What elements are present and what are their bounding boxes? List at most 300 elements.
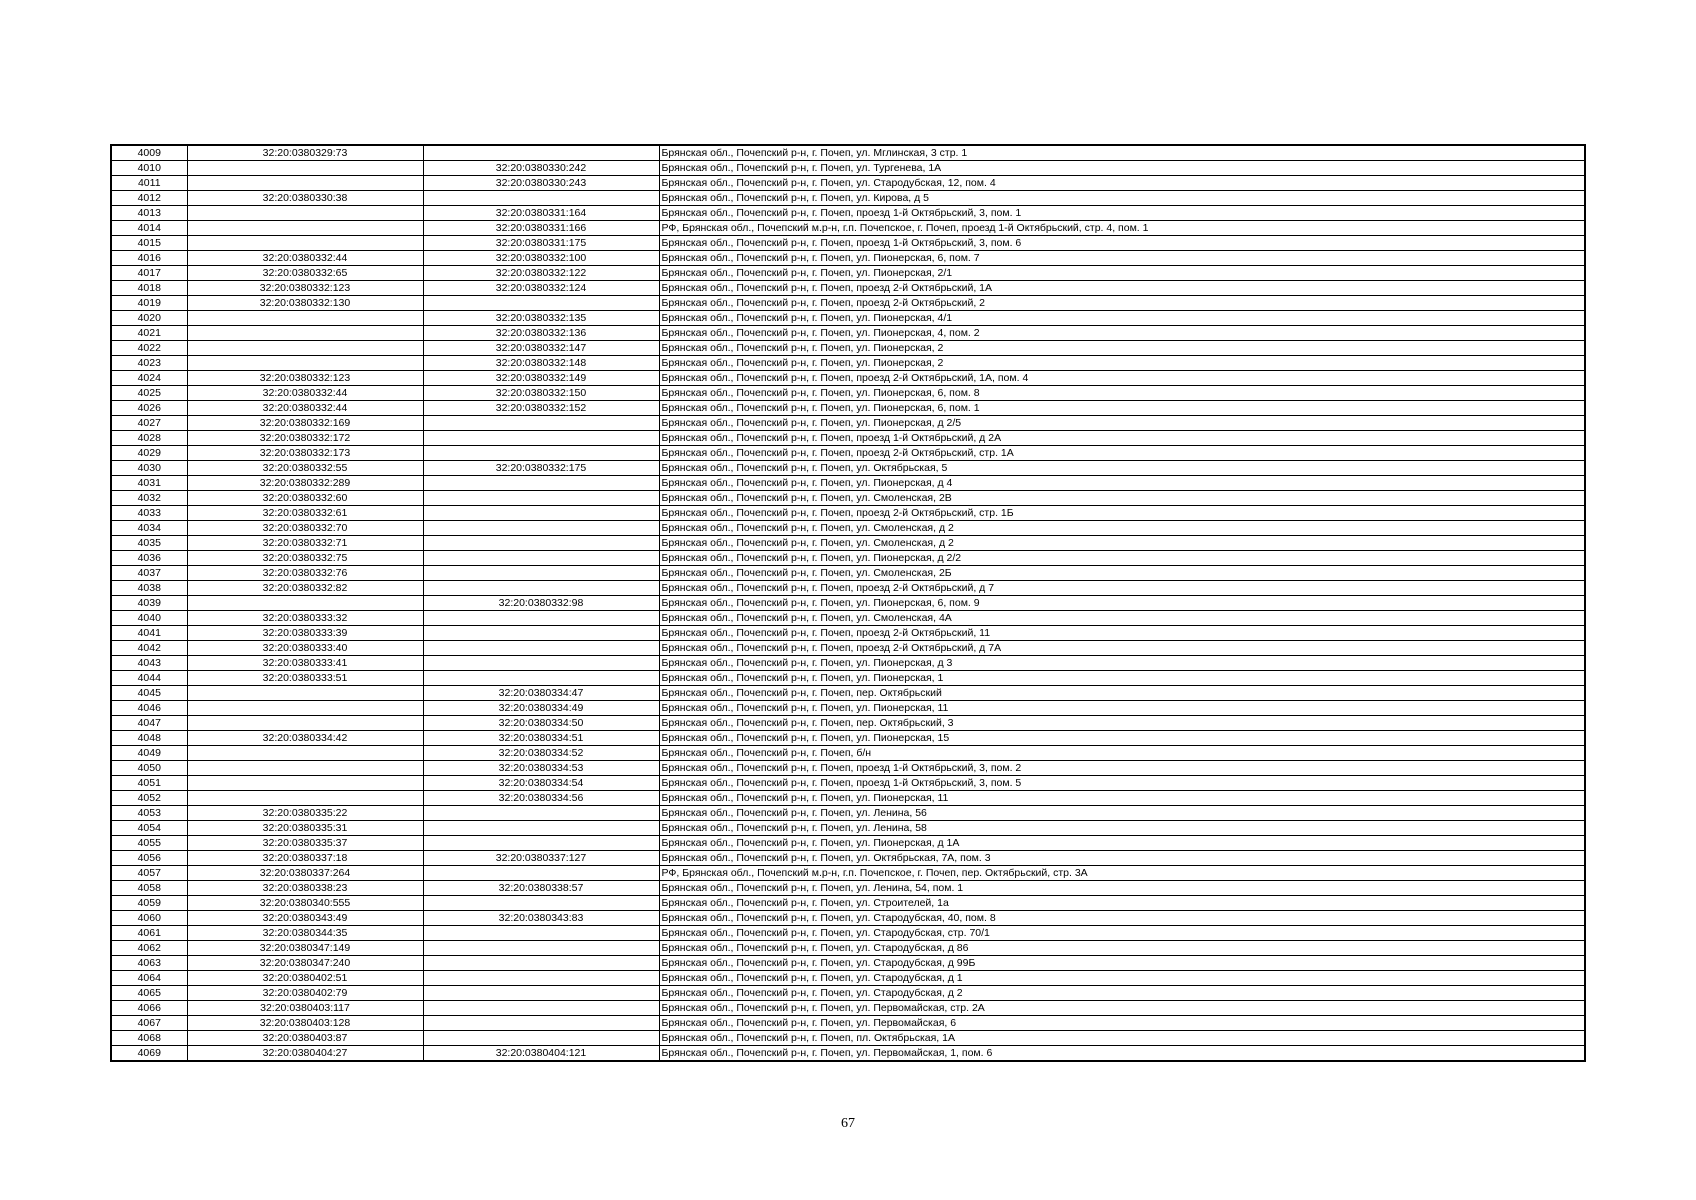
row-number-cell: 4054 (111, 821, 187, 836)
building-cadastral-number-cell: 32:20:0380337:127 (423, 851, 659, 866)
address-cell: Брянская обл., Почепский р-н, г. Почеп, ул. Стародубская, 12, пом. 4 (659, 176, 1585, 191)
table-row (111, 716, 1585, 731)
building-cadastral-number-cell: 32:20:0380334:49 (423, 701, 659, 716)
address-cell: Брянская обл., Почепский р-н, г. Почеп, пер. Октябрьский, 3 (659, 716, 1585, 731)
building-cadastral-number-cell: 32:20:0380332:100 (423, 251, 659, 266)
table-row (111, 881, 1585, 896)
land-cadastral-number-cell (187, 176, 423, 191)
building-cadastral-number-cell (423, 926, 659, 941)
table-row (111, 506, 1585, 521)
building-cadastral-number-cell: 32:20:0380330:242 (423, 161, 659, 176)
table-row (111, 536, 1585, 551)
land-cadastral-number-cell: 32:20:0380333:41 (187, 656, 423, 671)
table-row (111, 656, 1585, 671)
building-cadastral-number-cell (423, 491, 659, 506)
table-row (111, 326, 1585, 341)
address-cell: Брянская обл., Почепский р-н, г. Почеп, ул. Первомайская, 6 (659, 1016, 1585, 1031)
address-cell: Брянская обл., Почепский р-н, г. Почеп, ул. Ленина, 58 (659, 821, 1585, 836)
row-number-cell: 4052 (111, 791, 187, 806)
address-cell: Брянская обл., Почепский р-н, г. Почеп, ул. Стародубская, д 2 (659, 986, 1585, 1001)
table-row (111, 956, 1585, 971)
address-cell: Брянская обл., Почепский р-н, г. Почеп, ул. Октябрьская, 7А, пом. 3 (659, 851, 1585, 866)
building-cadastral-number-cell (423, 521, 659, 536)
land-cadastral-number-cell: 32:20:0380332:60 (187, 491, 423, 506)
address-cell: Брянская обл., Почепский р-н, г. Почеп, ул. Пионерская, 1 (659, 671, 1585, 686)
address-cell: Брянская обл., Почепский р-н, г. Почеп, ул. Стародубская, стр. 70/1 (659, 926, 1585, 941)
land-cadastral-number-cell: 32:20:0380332:75 (187, 551, 423, 566)
address-cell: Брянская обл., Почепский р-н, г. Почеп, ул. Первомайская, стр. 2А (659, 1001, 1585, 1016)
table-row (111, 686, 1585, 701)
building-cadastral-number-cell: 32:20:0380332:98 (423, 596, 659, 611)
address-cell: Брянская обл., Почепский р-н, г. Почеп, проезд 2-й Октябрьский, д 7 (659, 581, 1585, 596)
row-number-cell: 4013 (111, 206, 187, 221)
row-number-cell: 4037 (111, 566, 187, 581)
building-cadastral-number-cell: 32:20:0380332:124 (423, 281, 659, 296)
address-cell: Брянская обл., Почепский р-н, г. Почеп, ул. Строителей, 1а (659, 896, 1585, 911)
table-row (111, 1001, 1585, 1016)
land-cadastral-number-cell: 32:20:0380335:37 (187, 836, 423, 851)
address-cell: Брянская обл., Почепский р-н, г. Почеп, проезд 2-й Октябрьский, стр. 1А (659, 446, 1585, 461)
table-row (111, 896, 1585, 911)
building-cadastral-number-cell (423, 986, 659, 1001)
row-number-cell: 4049 (111, 746, 187, 761)
row-number-cell: 4056 (111, 851, 187, 866)
address-cell: Брянская обл., Почепский р-н, г. Почеп, проезд 1-й Октябрьский, 3, пом. 1 (659, 206, 1585, 221)
table-row (111, 161, 1585, 176)
building-cadastral-number-cell (423, 145, 659, 161)
building-cadastral-number-cell (423, 191, 659, 206)
building-cadastral-number-cell (423, 1001, 659, 1016)
table-row (111, 806, 1585, 821)
row-number-cell: 4046 (111, 701, 187, 716)
row-number-cell: 4064 (111, 971, 187, 986)
row-number-cell: 4009 (111, 145, 187, 161)
table-row (111, 776, 1585, 791)
address-cell: Брянская обл., Почепский р-н, г. Почеп, проезд 1-й Октябрьский, д 2А (659, 431, 1585, 446)
building-cadastral-number-cell (423, 866, 659, 881)
land-cadastral-number-cell: 32:20:0380403:117 (187, 1001, 423, 1016)
table-row (111, 731, 1585, 746)
building-cadastral-number-cell: 32:20:0380332:136 (423, 326, 659, 341)
building-cadastral-number-cell (423, 296, 659, 311)
row-number-cell: 4059 (111, 896, 187, 911)
table-row (111, 866, 1585, 881)
land-cadastral-number-cell (187, 716, 423, 731)
building-cadastral-number-cell (423, 476, 659, 491)
building-cadastral-number-cell: 32:20:0380334:51 (423, 731, 659, 746)
address-cell: Брянская обл., Почепский р-н, г. Почеп, ул. Кирова, д 5 (659, 191, 1585, 206)
row-number-cell: 4051 (111, 776, 187, 791)
land-cadastral-number-cell: 32:20:0380332:44 (187, 386, 423, 401)
land-cadastral-number-cell: 32:20:0380332:172 (187, 431, 423, 446)
row-number-cell: 4057 (111, 866, 187, 881)
row-number-cell: 4021 (111, 326, 187, 341)
building-cadastral-number-cell: 32:20:0380332:122 (423, 266, 659, 281)
address-cell: Брянская обл., Почепский р-н, г. Почеп, ул. Смоленская, д 2 (659, 536, 1585, 551)
address-cell: Брянская обл., Почепский р-н, г. Почеп, ул. Пионерская, 6, пом. 9 (659, 596, 1585, 611)
table-row (111, 446, 1585, 461)
building-cadastral-number-cell: 32:20:0380332:150 (423, 386, 659, 401)
table-row (111, 296, 1585, 311)
address-cell: Брянская обл., Почепский р-н, г. Почеп, ул. Пионерская, д 2/5 (659, 416, 1585, 431)
table-row (111, 926, 1585, 941)
land-cadastral-number-cell: 32:20:0380332:71 (187, 536, 423, 551)
table-row (111, 671, 1585, 686)
land-cadastral-number-cell (187, 776, 423, 791)
address-cell: Брянская обл., Почепский р-н, г. Почеп, ул. Пионерская, 6, пом. 7 (659, 251, 1585, 266)
row-number-cell: 4058 (111, 881, 187, 896)
land-cadastral-number-cell: 32:20:0380329:73 (187, 145, 423, 161)
row-number-cell: 4015 (111, 236, 187, 251)
table-row (111, 371, 1585, 386)
address-cell: Брянская обл., Почепский р-н, г. Почеп, проезд 2-й Октябрьский, 2 (659, 296, 1585, 311)
address-cell: Брянская обл., Почепский р-н, г. Почеп, ул. Смоленская, д 2 (659, 521, 1585, 536)
building-cadastral-number-cell: 32:20:0380331:175 (423, 236, 659, 251)
row-number-cell: 4047 (111, 716, 187, 731)
land-cadastral-number-cell: 32:20:0380332:130 (187, 296, 423, 311)
building-cadastral-number-cell (423, 566, 659, 581)
address-cell: Брянская обл., Почепский р-н, г. Почеп, ул. Пионерская, 2 (659, 356, 1585, 371)
land-cadastral-number-cell: 32:20:0380402:79 (187, 986, 423, 1001)
building-cadastral-number-cell: 32:20:0380334:47 (423, 686, 659, 701)
table-row (111, 1016, 1585, 1031)
address-cell: Брянская обл., Почепский р-н, г. Почеп, ул. Пионерская, 11 (659, 791, 1585, 806)
building-cadastral-number-cell (423, 506, 659, 521)
row-number-cell: 4024 (111, 371, 187, 386)
building-cadastral-number-cell (423, 416, 659, 431)
row-number-cell: 4045 (111, 686, 187, 701)
land-cadastral-number-cell (187, 311, 423, 326)
land-cadastral-number-cell: 32:20:0380347:149 (187, 941, 423, 956)
address-cell: РФ, Брянская обл., Почепский м.р-н, г.п. Почепское, г. Почеп, проезд 1-й Октябрьский, стр. 4, пом. 1 (659, 221, 1585, 236)
building-cadastral-number-cell: 32:20:0380334:50 (423, 716, 659, 731)
address-cell: Брянская обл., Почепский р-н, г. Почеп, ул. Смоленская, 2В (659, 491, 1585, 506)
building-cadastral-number-cell (423, 641, 659, 656)
address-cell: Брянская обл., Почепский р-н, г. Почеп, ул. Стародубская, д 1 (659, 971, 1585, 986)
building-cadastral-number-cell (423, 656, 659, 671)
building-cadastral-number-cell: 32:20:0380332:147 (423, 341, 659, 356)
table-row (111, 986, 1585, 1001)
land-cadastral-number-cell: 32:20:0380337:264 (187, 866, 423, 881)
row-number-cell: 4036 (111, 551, 187, 566)
address-cell: Брянская обл., Почепский р-н, г. Почеп, пл. Октябрьская, 1А (659, 1031, 1585, 1046)
row-number-cell: 4039 (111, 596, 187, 611)
land-cadastral-number-cell: 32:20:0380332:76 (187, 566, 423, 581)
land-cadastral-number-cell: 32:20:0380347:240 (187, 956, 423, 971)
row-number-cell: 4011 (111, 176, 187, 191)
land-cadastral-number-cell (187, 701, 423, 716)
address-cell: Брянская обл., Почепский р-н, г. Почеп, проезд 2-й Октябрьский, д 7А (659, 641, 1585, 656)
building-cadastral-number-cell: 32:20:0380334:53 (423, 761, 659, 776)
address-cell: Брянская обл., Почепский р-н, г. Почеп, пер. Октябрьский (659, 686, 1585, 701)
land-cadastral-number-cell: 32:20:0380344:35 (187, 926, 423, 941)
building-cadastral-number-cell: 32:20:0380332:148 (423, 356, 659, 371)
table-row (111, 206, 1585, 221)
building-cadastral-number-cell: 32:20:0380343:83 (423, 911, 659, 926)
table-row (111, 941, 1585, 956)
address-cell: Брянская обл., Почепский р-н, г. Почеп, ул. Пионерская, 2 (659, 341, 1585, 356)
row-number-cell: 4033 (111, 506, 187, 521)
row-number-cell: 4023 (111, 356, 187, 371)
building-cadastral-number-cell (423, 431, 659, 446)
land-cadastral-number-cell (187, 161, 423, 176)
table-row (111, 566, 1585, 581)
building-cadastral-number-cell: 32:20:0380332:175 (423, 461, 659, 476)
table-row (111, 341, 1585, 356)
building-cadastral-number-cell: 32:20:0380331:164 (423, 206, 659, 221)
address-cell: Брянская обл., Почепский р-н, г. Почеп, проезд 2-й Октябрьский, стр. 1Б (659, 506, 1585, 521)
land-cadastral-number-cell: 32:20:0380403:128 (187, 1016, 423, 1031)
row-number-cell: 4028 (111, 431, 187, 446)
row-number-cell: 4016 (111, 251, 187, 266)
row-number-cell: 4010 (111, 161, 187, 176)
address-cell: Брянская обл., Почепский р-н, г. Почеп, ул. Стародубская, 40, пом. 8 (659, 911, 1585, 926)
land-cadastral-number-cell: 32:20:0380330:38 (187, 191, 423, 206)
land-cadastral-number-cell: 32:20:0380333:51 (187, 671, 423, 686)
building-cadastral-number-cell (423, 971, 659, 986)
land-cadastral-number-cell (187, 791, 423, 806)
land-cadastral-number-cell: 32:20:0380338:23 (187, 881, 423, 896)
table-row (111, 836, 1585, 851)
table-row (111, 191, 1585, 206)
building-cadastral-number-cell: 32:20:0380334:56 (423, 791, 659, 806)
address-cell: Брянская обл., Почепский р-н, г. Почеп, ул. Стародубская, д 86 (659, 941, 1585, 956)
land-cadastral-number-cell: 32:20:0380402:51 (187, 971, 423, 986)
table-row (111, 386, 1585, 401)
address-cell: Брянская обл., Почепский р-н, г. Почеп, ул. Смоленская, 2Б (659, 566, 1585, 581)
row-number-cell: 4069 (111, 1046, 187, 1062)
land-cadastral-number-cell: 32:20:0380333:32 (187, 611, 423, 626)
building-cadastral-number-cell: 32:20:0380332:135 (423, 311, 659, 326)
land-cadastral-number-cell: 32:20:0380337:18 (187, 851, 423, 866)
land-cadastral-number-cell (187, 596, 423, 611)
building-cadastral-number-cell (423, 941, 659, 956)
row-number-cell: 4041 (111, 626, 187, 641)
row-number-cell: 4055 (111, 836, 187, 851)
address-cell: Брянская обл., Почепский р-н, г. Почеп, б/н (659, 746, 1585, 761)
land-cadastral-number-cell: 32:20:0380334:42 (187, 731, 423, 746)
land-cadastral-number-cell: 32:20:0380332:70 (187, 521, 423, 536)
address-cell: Брянская обл., Почепский р-н, г. Почеп, ул. Мглинская, 3 стр. 1 (659, 145, 1585, 161)
land-cadastral-number-cell: 32:20:0380335:31 (187, 821, 423, 836)
row-number-cell: 4032 (111, 491, 187, 506)
row-number-cell: 4042 (111, 641, 187, 656)
row-number-cell: 4067 (111, 1016, 187, 1031)
land-cadastral-number-cell: 32:20:0380332:55 (187, 461, 423, 476)
table-row (111, 431, 1585, 446)
land-cadastral-number-cell (187, 761, 423, 776)
building-cadastral-number-cell: 32:20:0380330:243 (423, 176, 659, 191)
row-number-cell: 4050 (111, 761, 187, 776)
land-cadastral-number-cell (187, 746, 423, 761)
land-cadastral-number-cell: 32:20:0380332:65 (187, 266, 423, 281)
row-number-cell: 4019 (111, 296, 187, 311)
row-number-cell: 4038 (111, 581, 187, 596)
address-cell: Брянская обл., Почепский р-н, г. Почеп, проезд 1-й Октябрьский, 3, пом. 5 (659, 776, 1585, 791)
land-cadastral-number-cell: 32:20:0380332:123 (187, 371, 423, 386)
land-cadastral-number-cell: 32:20:0380333:39 (187, 626, 423, 641)
table-row (111, 791, 1585, 806)
land-cadastral-number-cell (187, 356, 423, 371)
address-cell: Брянская обл., Почепский р-н, г. Почеп, ул. Пионерская, д 2/2 (659, 551, 1585, 566)
row-number-cell: 4030 (111, 461, 187, 476)
table-row (111, 851, 1585, 866)
land-cadastral-number-cell: 32:20:0380332:61 (187, 506, 423, 521)
building-cadastral-number-cell (423, 806, 659, 821)
row-number-cell: 4066 (111, 1001, 187, 1016)
table-row (111, 641, 1585, 656)
land-cadastral-number-cell: 32:20:0380332:289 (187, 476, 423, 491)
building-cadastral-number-cell (423, 896, 659, 911)
row-number-cell: 4048 (111, 731, 187, 746)
building-cadastral-number-cell: 32:20:0380332:152 (423, 401, 659, 416)
row-number-cell: 4031 (111, 476, 187, 491)
table-row (111, 221, 1585, 236)
land-cadastral-number-cell: 32:20:0380332:123 (187, 281, 423, 296)
address-cell: Брянская обл., Почепский р-н, г. Почеп, ул. Пионерская, д 4 (659, 476, 1585, 491)
row-number-cell: 4027 (111, 416, 187, 431)
row-number-cell: 4040 (111, 611, 187, 626)
row-number-cell: 4034 (111, 521, 187, 536)
land-cadastral-number-cell: 32:20:0380403:87 (187, 1031, 423, 1046)
row-number-cell: 4035 (111, 536, 187, 551)
row-number-cell: 4053 (111, 806, 187, 821)
row-number-cell: 4062 (111, 941, 187, 956)
building-cadastral-number-cell: 32:20:0380404:121 (423, 1046, 659, 1062)
building-cadastral-number-cell (423, 626, 659, 641)
row-number-cell: 4025 (111, 386, 187, 401)
address-cell: РФ, Брянская обл., Почепский м.р-н, г.п. Почепское, г. Почеп, пер. Октябрьский, стр. 3А (659, 866, 1585, 881)
building-cadastral-number-cell (423, 446, 659, 461)
table-row (111, 461, 1585, 476)
address-cell: Брянская обл., Почепский р-н, г. Почеп, проезд 2-й Октябрьский, 1А, пом. 4 (659, 371, 1585, 386)
land-cadastral-number-cell: 32:20:0380340:555 (187, 896, 423, 911)
building-cadastral-number-cell: 32:20:0380334:52 (423, 746, 659, 761)
table-row (111, 596, 1585, 611)
address-cell: Брянская обл., Почепский р-н, г. Почеп, ул. Ленина, 56 (659, 806, 1585, 821)
land-cadastral-number-cell: 32:20:0380343:49 (187, 911, 423, 926)
building-cadastral-number-cell (423, 836, 659, 851)
building-cadastral-number-cell: 32:20:0380334:54 (423, 776, 659, 791)
address-cell: Брянская обл., Почепский р-н, г. Почеп, ул. Пионерская, 4/1 (659, 311, 1585, 326)
building-cadastral-number-cell: 32:20:0380332:149 (423, 371, 659, 386)
table-row (111, 746, 1585, 761)
row-number-cell: 4043 (111, 656, 187, 671)
row-number-cell: 4044 (111, 671, 187, 686)
building-cadastral-number-cell (423, 956, 659, 971)
land-cadastral-number-cell: 32:20:0380332:44 (187, 401, 423, 416)
row-number-cell: 4068 (111, 1031, 187, 1046)
address-cell: Брянская обл., Почепский р-н, г. Почеп, ул. Пионерская, д 3 (659, 656, 1585, 671)
address-cell: Брянская обл., Почепский р-н, г. Почеп, ул. Стародубская, д 99Б (659, 956, 1585, 971)
row-number-cell: 4020 (111, 311, 187, 326)
land-cadastral-number-cell: 32:20:0380333:40 (187, 641, 423, 656)
land-cadastral-number-cell: 32:20:0380332:169 (187, 416, 423, 431)
page-number: 67 (841, 1116, 855, 1131)
land-cadastral-number-cell: 32:20:0380404:27 (187, 1046, 423, 1062)
property-table (110, 144, 1586, 1062)
table-row (111, 476, 1585, 491)
table-row (111, 416, 1585, 431)
table-row (111, 911, 1585, 926)
address-cell: Брянская обл., Почепский р-н, г. Почеп, ул. Смоленская, 4А (659, 611, 1585, 626)
address-cell: Брянская обл., Почепский р-н, г. Почеп, ул. Пионерская, 6, пом. 1 (659, 401, 1585, 416)
land-cadastral-number-cell (187, 686, 423, 701)
row-number-cell: 4029 (111, 446, 187, 461)
table-row (111, 311, 1585, 326)
address-cell: Брянская обл., Почепский р-н, г. Почеп, ул. Пионерская, 15 (659, 731, 1585, 746)
building-cadastral-number-cell (423, 611, 659, 626)
building-cadastral-number-cell (423, 1016, 659, 1031)
table-row (111, 145, 1585, 161)
land-cadastral-number-cell (187, 206, 423, 221)
table-row (111, 356, 1585, 371)
address-cell: Брянская обл., Почепский р-н, г. Почеп, проезд 1-й Октябрьский, 3, пом. 6 (659, 236, 1585, 251)
address-cell: Брянская обл., Почепский р-н, г. Почеп, ул. Первомайская, 1, пом. 6 (659, 1046, 1585, 1062)
land-cadastral-number-cell: 32:20:0380332:173 (187, 446, 423, 461)
row-number-cell: 4060 (111, 911, 187, 926)
address-cell: Брянская обл., Почепский р-н, г. Почеп, проезд 2-й Октябрьский, 1А (659, 281, 1585, 296)
land-cadastral-number-cell (187, 236, 423, 251)
row-number-cell: 4012 (111, 191, 187, 206)
table-row (111, 176, 1585, 191)
address-cell: Брянская обл., Почепский р-н, г. Почеп, ул. Пионерская, 4, пом. 2 (659, 326, 1585, 341)
building-cadastral-number-cell: 32:20:0380331:166 (423, 221, 659, 236)
building-cadastral-number-cell (423, 671, 659, 686)
table-row (111, 821, 1585, 836)
row-number-cell: 4017 (111, 266, 187, 281)
table-row (111, 236, 1585, 251)
table-row (111, 1031, 1585, 1046)
table-body (111, 145, 1585, 1061)
building-cadastral-number-cell (423, 1031, 659, 1046)
table-row (111, 701, 1585, 716)
table-row (111, 611, 1585, 626)
table-row (111, 626, 1585, 641)
address-cell: Брянская обл., Почепский р-н, г. Почеп, ул. Пионерская, 11 (659, 701, 1585, 716)
address-cell: Брянская обл., Почепский р-н, г. Почеп, ул. Пионерская, 6, пом. 8 (659, 386, 1585, 401)
building-cadastral-number-cell (423, 581, 659, 596)
row-number-cell: 4018 (111, 281, 187, 296)
table-row (111, 281, 1585, 296)
building-cadastral-number-cell (423, 536, 659, 551)
table-row (111, 551, 1585, 566)
address-cell: Брянская обл., Почепский р-н, г. Почеп, ул. Пионерская, 2/1 (659, 266, 1585, 281)
table-row (111, 1046, 1585, 1062)
land-cadastral-number-cell: 32:20:0380332:44 (187, 251, 423, 266)
address-cell: Брянская обл., Почепский р-н, г. Почеп, ул. Тургенева, 1А (659, 161, 1585, 176)
address-cell: Брянская обл., Почепский р-н, г. Почеп, ул. Пионерская, д 1А (659, 836, 1585, 851)
table-row (111, 971, 1585, 986)
row-number-cell: 4014 (111, 221, 187, 236)
table-row (111, 401, 1585, 416)
land-cadastral-number-cell (187, 221, 423, 236)
land-cadastral-number-cell: 32:20:0380332:82 (187, 581, 423, 596)
land-cadastral-number-cell (187, 341, 423, 356)
address-cell: Брянская обл., Почепский р-н, г. Почеп, проезд 1-й Октябрьский, 3, пом. 2 (659, 761, 1585, 776)
row-number-cell: 4061 (111, 926, 187, 941)
building-cadastral-number-cell (423, 821, 659, 836)
table-row (111, 581, 1585, 596)
table-row (111, 266, 1585, 281)
table-row (111, 491, 1585, 506)
address-cell: Брянская обл., Почепский р-н, г. Почеп, ул. Ленина, 54, пом. 1 (659, 881, 1585, 896)
table-row (111, 521, 1585, 536)
table-row (111, 761, 1585, 776)
land-cadastral-number-cell: 32:20:0380335:22 (187, 806, 423, 821)
row-number-cell: 4065 (111, 986, 187, 1001)
building-cadastral-number-cell: 32:20:0380338:57 (423, 881, 659, 896)
